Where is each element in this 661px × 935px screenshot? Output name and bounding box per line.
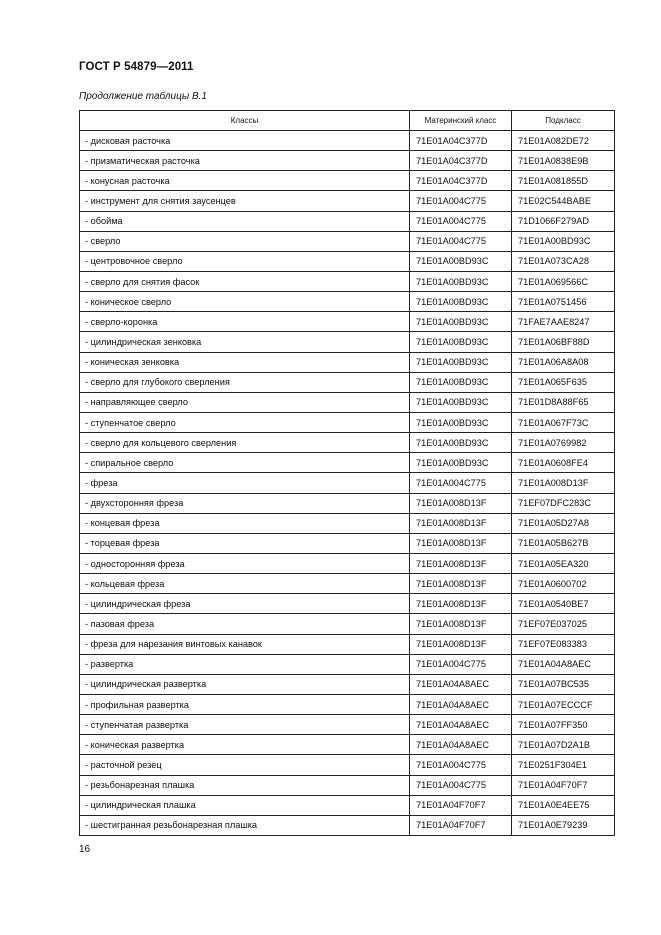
table-row bbox=[80, 191, 615, 211]
subclass-cell: 71E01A0751456 bbox=[512, 292, 615, 312]
subclass-cell: 71E01A0E79239 bbox=[512, 815, 615, 835]
parent-class-cell: 71E01A008D13F bbox=[410, 594, 512, 614]
table-row bbox=[80, 493, 615, 513]
subclass-cell: 71E0251F304E1 bbox=[512, 755, 615, 775]
subclass-cell: 71EF07E037025 bbox=[512, 614, 615, 634]
table-row bbox=[80, 372, 615, 392]
parent-class-cell: 71E01A008D13F bbox=[410, 614, 512, 634]
subclass-cell: 71E01A05B627B bbox=[512, 533, 615, 553]
table-row bbox=[80, 392, 615, 412]
class-name-cell: - ступенчатая развертка bbox=[80, 715, 410, 735]
table-row bbox=[80, 131, 615, 151]
table-row bbox=[80, 815, 615, 835]
class-name-cell: - кольцевая фреза bbox=[80, 574, 410, 594]
class-name-cell: - сверло-коронка bbox=[80, 312, 410, 332]
parent-class-cell: 71E01A00BD93C bbox=[410, 392, 512, 412]
parent-class-cell: 71E01A04A8AEC bbox=[410, 715, 512, 735]
subclass-cell: 71E01A04A8AEC bbox=[512, 654, 615, 674]
class-name-cell: - развертка bbox=[80, 654, 410, 674]
table-row bbox=[80, 352, 615, 372]
class-name-cell: - расточной резец bbox=[80, 755, 410, 775]
subclass-cell: 71E01A07ECCCF bbox=[512, 694, 615, 714]
class-name-cell: - коническая зенковка bbox=[80, 352, 410, 372]
parent-class-cell: 71E01A008D13F bbox=[410, 533, 512, 553]
subclass-cell: 71E01A0600702 bbox=[512, 574, 615, 594]
column-header-parent-class: Материнский класс bbox=[410, 111, 512, 131]
parent-class-cell: 71E01A04C377D bbox=[410, 151, 512, 171]
class-name-cell: - призматическая расточка bbox=[80, 151, 410, 171]
parent-class-cell: 71E01A00BD93C bbox=[410, 292, 512, 312]
class-name-cell: - торцевая фреза bbox=[80, 533, 410, 553]
class-name-cell: - односторонняя фреза bbox=[80, 553, 410, 573]
table-row bbox=[80, 674, 615, 694]
class-name-cell: - фреза для нарезания винтовых канавок bbox=[80, 634, 410, 654]
subclass-cell: 71E01A0608FE4 bbox=[512, 453, 615, 473]
table-row bbox=[80, 594, 615, 614]
table-row bbox=[80, 151, 615, 171]
subclass-cell: 71E01D8A88F65 bbox=[512, 392, 615, 412]
class-name-cell: - центровочное сверло bbox=[80, 251, 410, 271]
subclass-cell: 71E01A06A8A08 bbox=[512, 352, 615, 372]
subclass-cell: 71E01A0769982 bbox=[512, 433, 615, 453]
class-name-cell: - конусная расточка bbox=[80, 171, 410, 191]
parent-class-cell: 71E01A00BD93C bbox=[410, 271, 512, 291]
class-name-cell: - обойма bbox=[80, 211, 410, 231]
class-name-cell: - цилиндрическая фреза bbox=[80, 594, 410, 614]
table-row bbox=[80, 271, 615, 291]
table-row bbox=[80, 513, 615, 533]
table-row bbox=[80, 775, 615, 795]
class-name-cell: - фреза bbox=[80, 473, 410, 493]
table-row bbox=[80, 332, 615, 352]
class-name-cell: - спиральное сверло bbox=[80, 453, 410, 473]
table-row bbox=[80, 735, 615, 755]
table-row bbox=[80, 433, 615, 453]
parent-class-cell: 71E01A00BD93C bbox=[410, 433, 512, 453]
classes-table bbox=[79, 110, 615, 836]
class-name-cell: - сверло bbox=[80, 231, 410, 251]
subclass-cell: 71E01A07BC535 bbox=[512, 674, 615, 694]
class-name-cell: - направляющее сверло bbox=[80, 392, 410, 412]
parent-class-cell: 71E01A008D13F bbox=[410, 634, 512, 654]
subclass-cell: 71E01A069566C bbox=[512, 271, 615, 291]
subclass-cell: 71FAE7AAE8247 bbox=[512, 312, 615, 332]
parent-class-cell: 71E01A008D13F bbox=[410, 553, 512, 573]
parent-class-cell: 71E01A004C775 bbox=[410, 654, 512, 674]
table-row bbox=[80, 795, 615, 815]
subclass-cell: 71E02C544BABE bbox=[512, 191, 615, 211]
class-name-cell: - шестигранная резьбонарезная плашка bbox=[80, 815, 410, 835]
parent-class-cell: 71E01A00BD93C bbox=[410, 312, 512, 332]
subclass-cell: 71E01A0540BE7 bbox=[512, 594, 615, 614]
subclass-cell: 71E01A07D2A1B bbox=[512, 735, 615, 755]
class-name-cell: - инструмент для снятия заусенцев bbox=[80, 191, 410, 211]
class-name-cell: - профильная развертка bbox=[80, 694, 410, 714]
table-header-row bbox=[80, 111, 615, 131]
parent-class-cell: 71E01A004C775 bbox=[410, 755, 512, 775]
subclass-cell: 71E01A05EA320 bbox=[512, 553, 615, 573]
subclass-cell: 71E01A06BF88D bbox=[512, 332, 615, 352]
subclass-cell: 71EF07DFC283C bbox=[512, 493, 615, 513]
table-row bbox=[80, 574, 615, 594]
table-row bbox=[80, 171, 615, 191]
table-row bbox=[80, 453, 615, 473]
table-row bbox=[80, 533, 615, 553]
table-row bbox=[80, 694, 615, 714]
table-row bbox=[80, 614, 615, 634]
table-row bbox=[80, 634, 615, 654]
subclass-cell: 71E01A008D13F bbox=[512, 473, 615, 493]
table-row bbox=[80, 312, 615, 332]
page-number: 16 bbox=[79, 844, 91, 855]
subclass-cell: 71E01A065F635 bbox=[512, 372, 615, 392]
parent-class-cell: 71E01A00BD93C bbox=[410, 352, 512, 372]
subclass-cell: 71E01A00BD93C bbox=[512, 231, 615, 251]
parent-class-cell: 71E01A004C775 bbox=[410, 191, 512, 211]
column-header-subclass: Подкласс bbox=[512, 111, 615, 131]
table-row bbox=[80, 715, 615, 735]
class-name-cell: - цилиндрическая зенковка bbox=[80, 332, 410, 352]
parent-class-cell: 71E01A008D13F bbox=[410, 574, 512, 594]
table-row bbox=[80, 231, 615, 251]
parent-class-cell: 71E01A00BD93C bbox=[410, 332, 512, 352]
subclass-cell: 71E01A05D27A8 bbox=[512, 513, 615, 533]
class-name-cell: - пазовая фреза bbox=[80, 614, 410, 634]
parent-class-cell: 71E01A00BD93C bbox=[410, 412, 512, 432]
parent-class-cell: 71E01A004C775 bbox=[410, 473, 512, 493]
column-header-classes: Классы bbox=[80, 111, 410, 131]
parent-class-cell: 71E01A04F70F7 bbox=[410, 815, 512, 835]
parent-class-cell: 71E01A00BD93C bbox=[410, 251, 512, 271]
parent-class-cell: 71E01A04A8AEC bbox=[410, 735, 512, 755]
table-row bbox=[80, 755, 615, 775]
class-name-cell: - сверло для глубокого сверления bbox=[80, 372, 410, 392]
subclass-cell: 71EF07E083383 bbox=[512, 634, 615, 654]
subclass-cell: 71E01A082DE72 bbox=[512, 131, 615, 151]
subclass-cell: 71E01A07FF350 bbox=[512, 715, 615, 735]
subclass-cell: 71E01A073CA28 bbox=[512, 251, 615, 271]
parent-class-cell: 71E01A04A8AEC bbox=[410, 694, 512, 714]
parent-class-cell: 71E01A00BD93C bbox=[410, 453, 512, 473]
subclass-cell: 71E01A04F70F7 bbox=[512, 775, 615, 795]
table-body bbox=[80, 131, 615, 836]
table-row bbox=[80, 251, 615, 271]
parent-class-cell: 71E01A00BD93C bbox=[410, 372, 512, 392]
class-name-cell: - коническое сверло bbox=[80, 292, 410, 312]
class-name-cell: - двухсторонняя фреза bbox=[80, 493, 410, 513]
parent-class-cell: 71E01A004C775 bbox=[410, 211, 512, 231]
class-name-cell: - цилиндрическая плашка bbox=[80, 795, 410, 815]
parent-class-cell: 71E01A04A8AEC bbox=[410, 674, 512, 694]
table-caption: Продолжение таблицы В.1 bbox=[79, 91, 207, 102]
class-name-cell: - сверло для кольцевого сверления bbox=[80, 433, 410, 453]
subclass-cell: 71D1066F279AD bbox=[512, 211, 615, 231]
class-name-cell: - цилиндрическая развертка bbox=[80, 674, 410, 694]
parent-class-cell: 71E01A004C775 bbox=[410, 775, 512, 795]
table-row bbox=[80, 654, 615, 674]
table-row bbox=[80, 292, 615, 312]
class-name-cell: - дисковая расточка bbox=[80, 131, 410, 151]
subclass-cell: 71E01A0E4EE75 bbox=[512, 795, 615, 815]
subclass-cell: 71E01A0838E9B bbox=[512, 151, 615, 171]
document-title: ГОСТ Р 54879—2011 bbox=[79, 61, 194, 73]
parent-class-cell: 71E01A04F70F7 bbox=[410, 795, 512, 815]
table-row bbox=[80, 553, 615, 573]
subclass-cell: 71E01A081855D bbox=[512, 171, 615, 191]
class-name-cell: - сверло для снятия фасок bbox=[80, 271, 410, 291]
subclass-cell: 71E01A067F73C bbox=[512, 412, 615, 432]
class-name-cell: - резьбонарезная плашка bbox=[80, 775, 410, 795]
parent-class-cell: 71E01A04C377D bbox=[410, 171, 512, 191]
parent-class-cell: 71E01A04C377D bbox=[410, 131, 512, 151]
table-row bbox=[80, 211, 615, 231]
class-name-cell: - концевая фреза bbox=[80, 513, 410, 533]
parent-class-cell: 71E01A008D13F bbox=[410, 513, 512, 533]
table-row bbox=[80, 412, 615, 432]
table-row bbox=[80, 473, 615, 493]
class-name-cell: - коническая развертка bbox=[80, 735, 410, 755]
class-name-cell: - ступенчатое сверло bbox=[80, 412, 410, 432]
parent-class-cell: 71E01A004C775 bbox=[410, 231, 512, 251]
parent-class-cell: 71E01A008D13F bbox=[410, 493, 512, 513]
